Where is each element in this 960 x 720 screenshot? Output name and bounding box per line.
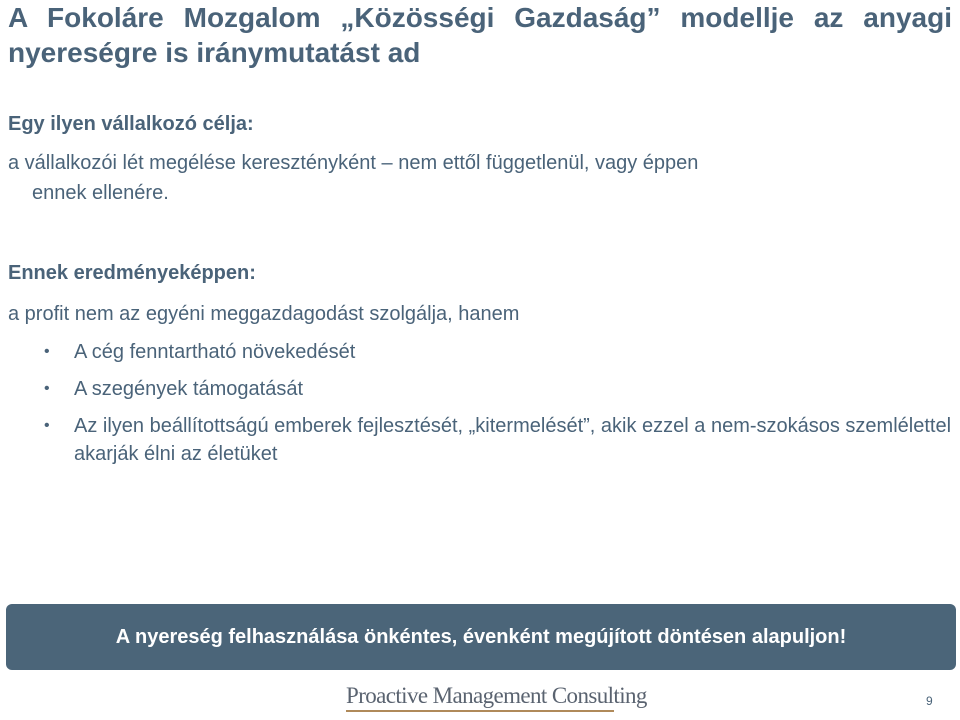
slide-title: A Fokoláre Mozgalom „Közösségi Gazdaság” modellje az anyagi nyereségre is iránymutatást ad [8, 2, 952, 68]
bullet-item [0, 375, 955, 403]
logo-underline [346, 710, 614, 712]
bullet-dot-icon: • [44, 417, 50, 434]
bullet-dot-icon: • [44, 380, 50, 397]
banner-text: A nyereség felhasználása önkéntes, évenként megújított döntésen alapuljon! [115, 625, 847, 648]
bullet-item [0, 412, 955, 468]
page-number: 9 [926, 694, 933, 708]
bullet-text: A szegények támogatását [74, 378, 304, 400]
bullet-text: Az ilyen beállítottságú emberek fejlesztését, „kitermelését”, akik ezzel a nem-szokásos szemlélettel akarják élni az életüket [74, 415, 952, 465]
profit-paragraph: a profit nem az egyéni meggazdagodást szolgálja, hanem [8, 303, 520, 325]
intro-line-1: a vállalkozói lét megélése keresztényként – nem ettől függetlenül, vagy éppen [8, 152, 699, 174]
heading-goal: Egy ilyen vállalkozó célja: [8, 113, 254, 135]
intro-line-2: ennek ellenére. [32, 182, 169, 204]
bullet-dot-icon: • [44, 343, 50, 360]
heading-result: Ennek eredményeképpen: [8, 262, 256, 284]
intro-paragraph [8, 148, 953, 208]
bullet-list [0, 338, 955, 477]
company-logo [346, 683, 647, 717]
bullet-text: A cég fenntartható növekedését [74, 341, 356, 363]
bullet-item [0, 338, 955, 366]
conclusion-banner [6, 604, 956, 670]
logo-text: Proactive Management Consulting [346, 683, 647, 708]
